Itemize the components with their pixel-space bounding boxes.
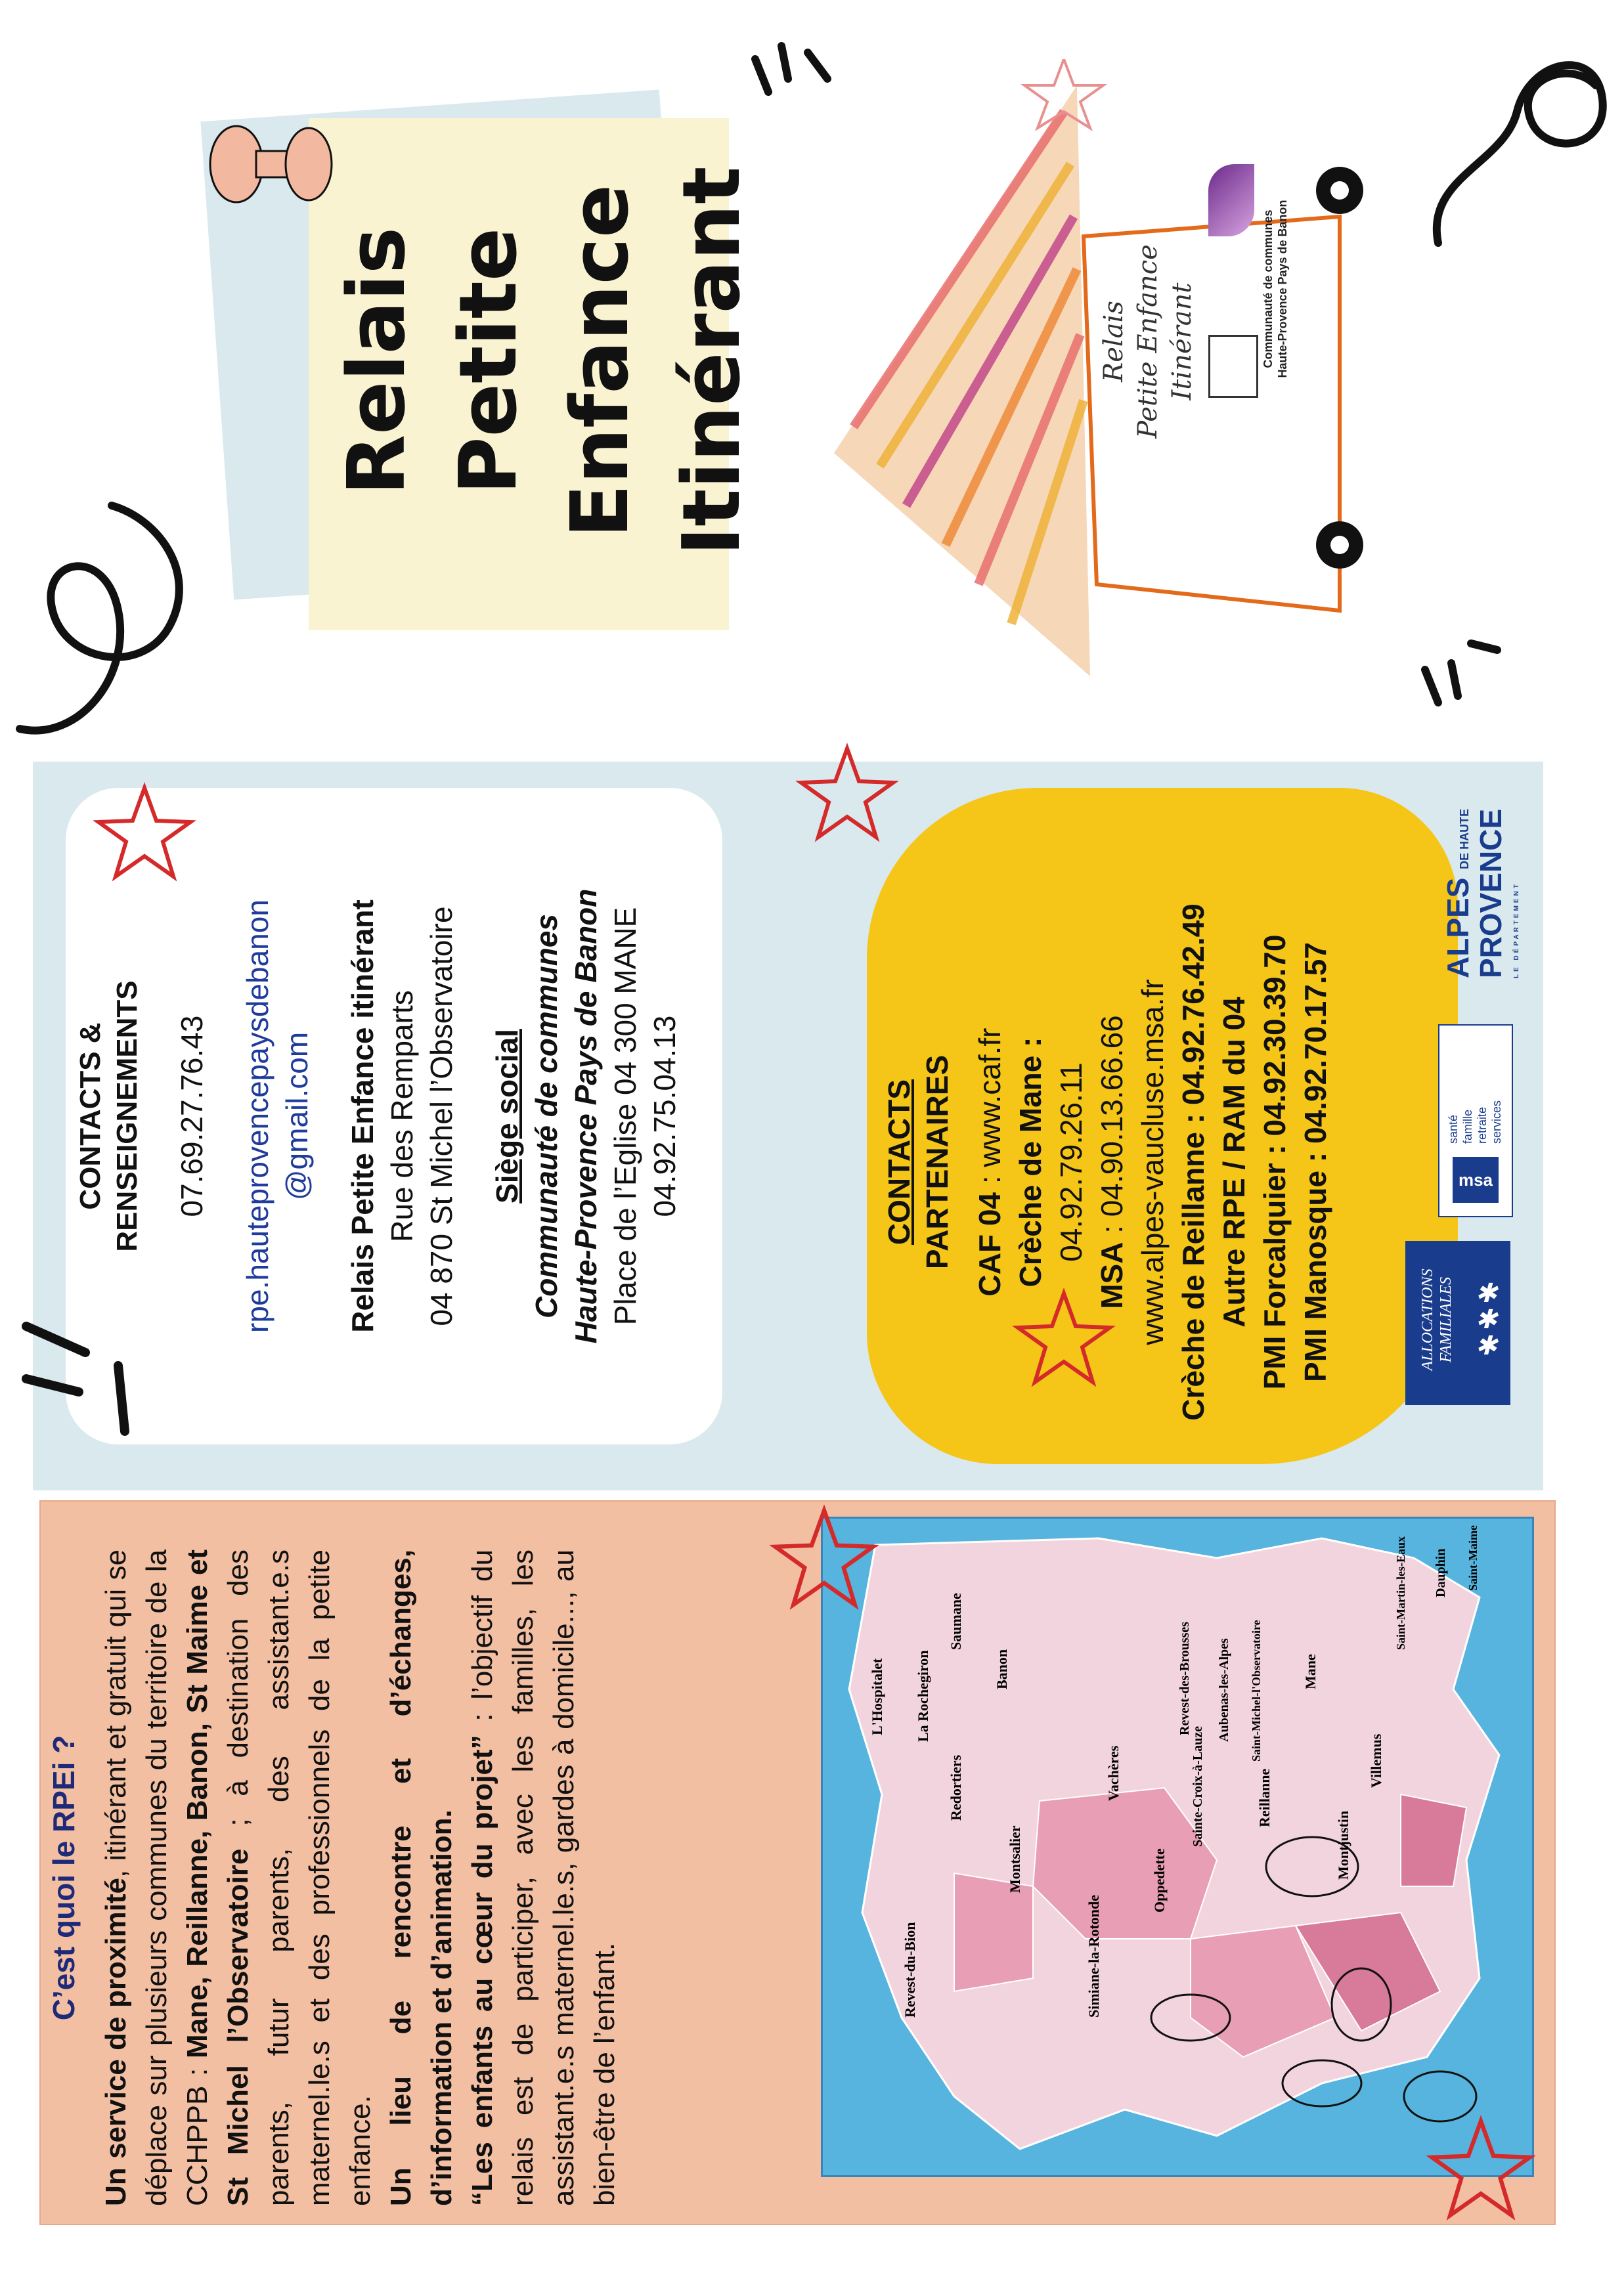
contacts-text-block	[72, 814, 703, 1418]
cover-title-line-4: Itinérant	[667, 166, 758, 556]
map-label-reillanne: Reillanne	[1256, 1768, 1273, 1827]
dash-marks-icon	[13, 1313, 144, 1444]
territory-map-svg	[823, 1519, 1532, 2175]
ahp-logo-text	[1441, 768, 1530, 978]
map-label-st-martin: Saint-Martin-les-Eaux	[1394, 1536, 1407, 1650]
contacts-title-1: CONTACTS &	[74, 1022, 106, 1210]
relais-city: 04 870 St Michel l’Observatoire	[424, 906, 458, 1326]
msa-mark-icon: msa	[1453, 1157, 1499, 1203]
map-label-mane: Mane	[1302, 1654, 1319, 1689]
intro-p2-bold: Un lieu de rencontre et d’échanges, d’information et d’animation.	[385, 1549, 458, 2206]
map-label-simiane: Simiane-la-Rotonde	[1086, 1895, 1102, 2018]
dash-marks-icon	[742, 39, 834, 144]
ahp-line-1: ALPES DE HAUTE	[1441, 808, 1475, 978]
intro-p3-rest: : l’objectif du relais est de participer, avec les familles, les assistant.e.s maternel.le.s, gardes à domicile..., au bien-être de l’enfant.	[466, 1549, 621, 2206]
cc-caption	[1261, 151, 1290, 427]
map-label-vacheres: Vachères	[1105, 1745, 1122, 1801]
partner-mane-label: Crèche de Mane :	[1013, 1037, 1047, 1288]
map-label-montjustin: Montjustin	[1335, 1810, 1351, 1880]
caf-logo-line2: FAMILIALES	[1437, 1276, 1455, 1363]
red-star-icon	[1011, 1287, 1116, 1392]
intro-title: C’est quoi le RPEi ?	[47, 1735, 81, 2021]
msa-logo-text	[1446, 1039, 1504, 1144]
map-label-revest-des-brousses: Revest-des-Brousses	[1177, 1622, 1192, 1735]
red-star-icon	[795, 742, 900, 847]
partner-reillanne: Crèche de Reillanne : 04.92.76.42.49	[1176, 903, 1210, 1421]
dash-marks-icon	[1412, 630, 1504, 722]
msa-text-3: retraite	[1476, 1106, 1489, 1144]
partners-title-2: PARTENAIRES	[920, 1054, 954, 1270]
map-label-saumane: Saumane	[948, 1593, 964, 1650]
map-label-montsalier: Montsalier	[1007, 1825, 1023, 1893]
map-label-revest-du-bion: Revest-du-Bion	[902, 1922, 918, 2018]
map-label-sainte-croix: Sainte-Croix-à-Lauze	[1191, 1725, 1205, 1847]
partner-msa-site[interactable]: www.alpes-vaucluse.msa.fr	[1135, 979, 1170, 1345]
msa-text-4: services	[1490, 1100, 1503, 1144]
partner-msa-label: MSA	[1095, 1242, 1129, 1309]
caf-people-icon: ✱ ✱ ✱	[1475, 1278, 1497, 1360]
contacts-phone[interactable]: 07.69.27.76.43	[175, 1015, 209, 1217]
partner-forcalquier: PMI Forcalquier : 04.92.30.39.70	[1258, 934, 1292, 1390]
house-caption	[1097, 217, 1199, 466]
red-star-icon	[768, 1504, 880, 1615]
map-label-banon: Banon	[994, 1649, 1010, 1689]
map-label-oppedette: Oppedette	[1151, 1848, 1168, 1913]
partner-msa-value: : 04.90.13.66.66	[1095, 1015, 1129, 1242]
pushpin-icon	[197, 125, 341, 236]
relais-street: Rue des Remparts	[385, 990, 419, 1242]
intro-p1-end: ; à destination des parents, futur parents, des assistant.e.s maternel.le.s et des professionnels de la petite enfance.	[222, 1549, 376, 2206]
intro-p1-bold: Un service de proximité	[100, 1878, 132, 2206]
partner-autre: Autre RPE / RAM du 04	[1217, 997, 1251, 1328]
alpes-haute-provence-logo	[1441, 768, 1520, 985]
relais-name: Relais Petite Enfance itinérant	[345, 899, 380, 1333]
partner-mane-value: 04.92.79.26.11	[1054, 1062, 1088, 1262]
cover-title-block	[322, 131, 758, 591]
partner-caf	[969, 873, 1010, 1451]
map-label-redortiers: Redortiers	[948, 1754, 964, 1821]
cc-building-icon	[1208, 335, 1258, 398]
contacts-email-1[interactable]: rpe.hauteprovencepaysdebanon	[240, 899, 274, 1333]
siege-name-2: Haute-Provence Pays de Banon	[569, 888, 603, 1344]
ahp-line-2: DE HAUTE	[1458, 808, 1471, 869]
intro-text-block	[46, 1549, 621, 2206]
partner-caf-label: CAF 04	[973, 1192, 1007, 1297]
cover-title-line-3: Enfance	[555, 184, 646, 538]
siege-name-1: Communauté de communes	[529, 914, 563, 1318]
swirl-doodle-icon	[0, 479, 236, 768]
siege-address: Place de l’Eglise 04 300 MANE	[608, 907, 642, 1326]
ahp-line-4: LE DÉPARTEMENT	[1513, 882, 1520, 978]
siege-phone: 04.92.75.04.13	[647, 1015, 682, 1217]
red-star-icon	[92, 781, 197, 886]
partners-title-1: CONTACTS	[882, 1079, 916, 1245]
swirl-doodle-icon	[1412, 20, 1622, 256]
contacts-title-2: RENSEIGNEMENTS	[111, 980, 143, 1252]
house-caption-1: Relais	[1099, 301, 1129, 382]
house-caption-3: Itinérant	[1167, 282, 1197, 401]
cc-caption-2: Haute-Provence Pays de Banon	[1276, 200, 1289, 378]
msa-text-2: famille	[1461, 1109, 1474, 1144]
msa-logo	[1438, 1024, 1513, 1217]
intro-p1-towns: Mane, Reillanne, Banon, St Maime et St Michel l’Observatoire	[181, 1549, 254, 2206]
caf-logo-line1: ALLOCATIONS	[1419, 1268, 1436, 1371]
house-caption-2: Petite Enfance	[1133, 244, 1163, 439]
map-label-st-michel: Saint-Michel-l'Observatoire	[1250, 1620, 1263, 1762]
msa-text-1: santé	[1447, 1114, 1460, 1144]
territory-map	[821, 1517, 1534, 2177]
cc-logo-icon	[1208, 164, 1254, 236]
contacts-email-2[interactable]: @gmail.com	[280, 1031, 314, 1201]
partner-manosque: PMI Manosque : 04.92.70.17.57	[1298, 942, 1332, 1382]
partners-text-block	[880, 873, 1379, 1451]
siege-title: Siège social	[490, 1029, 524, 1203]
cover-title-line-2: Petite	[443, 227, 535, 495]
cover-title-line-1: Relais	[332, 227, 423, 496]
map-label-dauphin: Dauphin	[1434, 1548, 1448, 1597]
caf-logo	[1405, 1241, 1510, 1405]
house-drawing	[814, 59, 1438, 676]
red-star-icon	[1425, 2114, 1537, 2226]
cc-caption-1: Communauté de communes	[1262, 209, 1275, 368]
map-label-st-maime: Saint-Maime	[1466, 1525, 1480, 1591]
intro-p3-bold: “Les enfants au cœur du projet”	[466, 1735, 498, 2206]
map-label-hospitalet: L'Hospitalet	[869, 1658, 885, 1735]
intro-body	[96, 1549, 625, 2206]
map-label-aubenas: Aubenas-les-Alpes	[1217, 1638, 1231, 1742]
map-label-rochegiron: La Rochegiron	[915, 1650, 931, 1742]
intro-p1-rest: , itinérant et gratuit qui se déplace sur plusieurs communes du territoire de la CCHPPB :	[100, 1549, 213, 2206]
ahp-line-3: PROVENCE	[1474, 808, 1508, 978]
partner-caf-value[interactable]: : www.caf.fr	[973, 1028, 1007, 1192]
caf-logo-text	[1418, 1247, 1455, 1392]
map-label-villemus: Villemus	[1368, 1733, 1384, 1788]
